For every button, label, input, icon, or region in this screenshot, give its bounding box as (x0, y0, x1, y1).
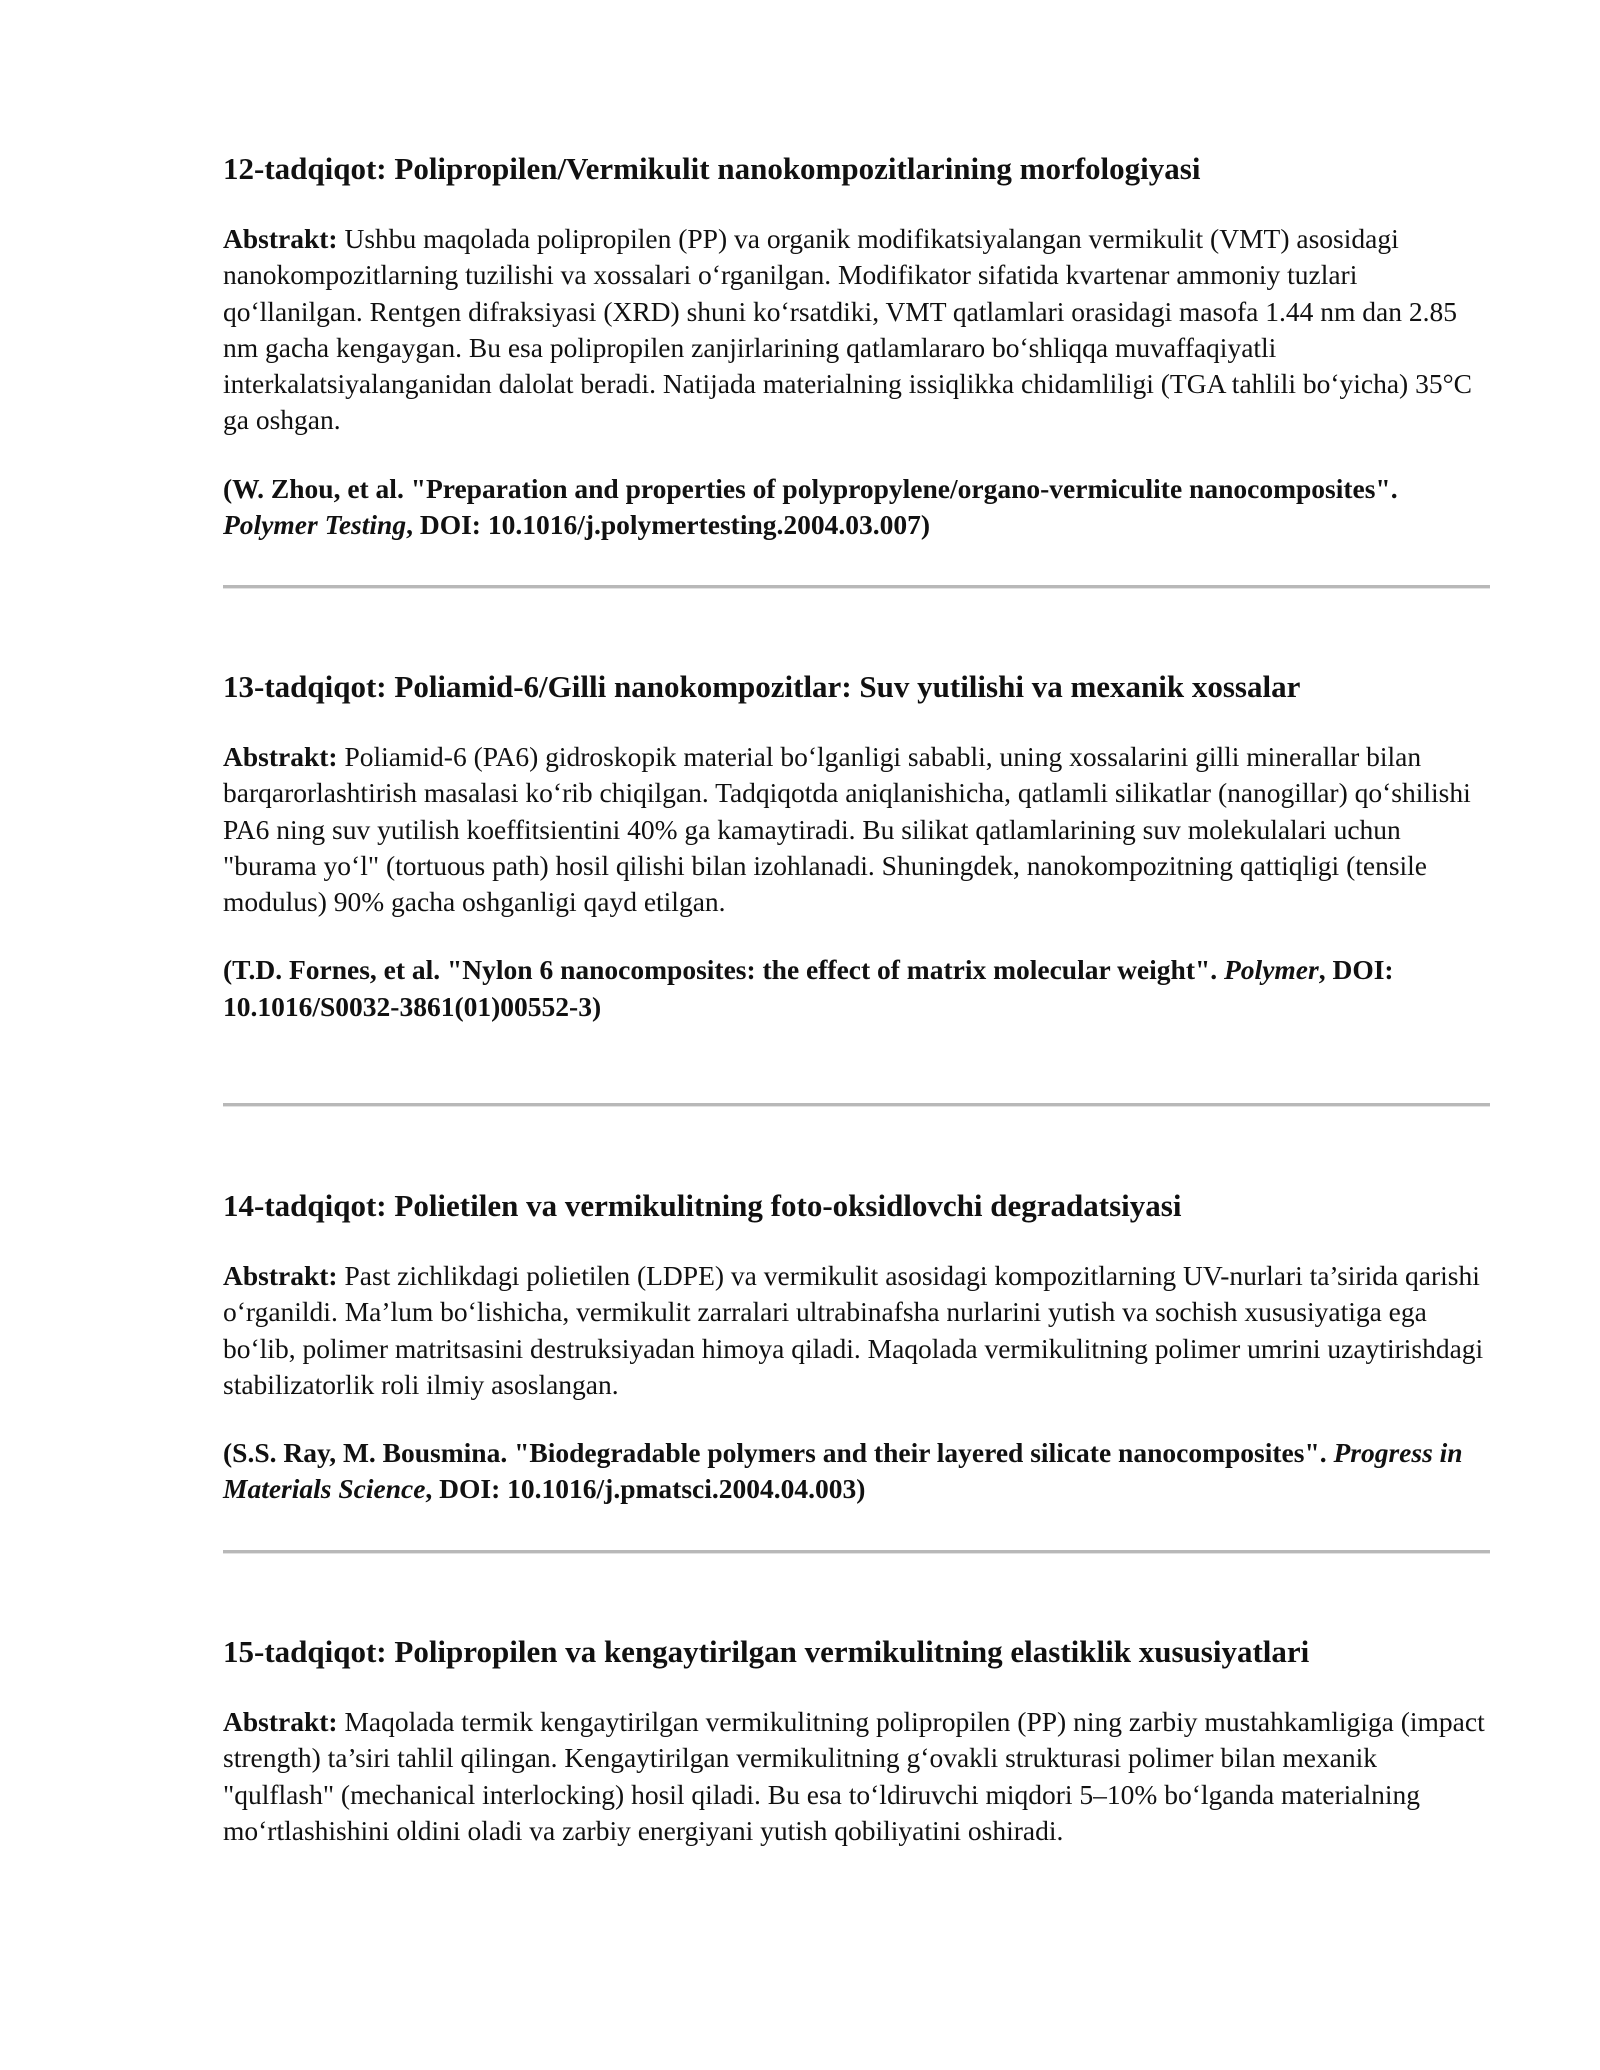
citation (223, 1435, 1490, 1508)
abstract-text: Past zichlikdagi polietilen (LDPE) va vermikulit asosidagi kompozitlarning UV-nurlari ta’sirida qarishi o‘rganildi. Ma’lum bo‘lishicha, vermikulit zarralari ultrabinafsha nurlarini yutish va sochish xususiyatiga ega bo‘lib, polimer matritsasini destruksiyadan himoya qiladi. Maqolada vermikulitning polimer umrini uzaytirishdagi stabilizatorlik roli ilmiy asoslangan. (223, 1260, 1484, 1400)
citation (223, 471, 1490, 544)
study-14 (223, 1186, 1490, 1508)
abstract-paragraph (223, 739, 1490, 920)
abstract-paragraph (223, 1258, 1490, 1403)
citation-doi: , DOI: 10.1016/j.polymertesting.2004.03.007) (406, 509, 931, 541)
abstract-label: Abstrakt: (223, 741, 338, 772)
abstract-label: Abstrakt: (223, 1260, 338, 1291)
abstract-label: Abstrakt: (223, 223, 338, 254)
study-title: 13-tadqiqot: Poliamid-6/Gilli nanokompozitlar: Suv yutilishi va mexanik xossalar (223, 669, 1301, 704)
citation-authors-title: (W. Zhou, et al. "Preparation and properties of polypropylene/organo-vermiculite nanocomposites". (223, 472, 1398, 504)
abstract-text: Poliamid-6 (PA6) gidroskopik material bo‘lganligi sababli, uning xossalarini gilli minerallar bilan barqarorlashtirish masalasi ko‘rib chiqilgan. Tadqiqotda aniqlanishicha, qatlamli silikatlar (nanogillar) qo‘shilishi PA6 ning suv yutilish koeffitsientini 40% ga kamaytiradi. Bu silikat qatlamlarining suv molekulalari uchun "burama yo‘l" (tortuous path) hosil qilishi bilan izohlanadi. Shuningdek, nanokompozitning qattiqligi (tensile modulus) 90% gacha oshganligi qayd etilgan. (223, 741, 1471, 918)
abstract-text: Ushbu maqolada polipropilen (PP) va organik modifikatsiyalangan vermikulit (VMT) asosidagi nanokompozitlarning tuzilishi va xossalari o‘rganilgan. Modifikator sifatida kvartenar ammoniy tuzlari qo‘llanilgan. Rentgen difraksiyasi (XRD) shuni ko‘rsatdiki, VMT qatlamlari orasidagi masofa 1.44 nm dan 2.85 nm gacha kengaygan. Bu esa polipropilen zanjirlarining qatlamlararo bo‘shliqqa muvaffaqiyatli interkalatsiyalanganidan dalolat beradi. Natijada materialning issiqlikka chidamliligi (TGA tahlili bo‘yicha) 35°C ga oshgan. (223, 223, 1472, 436)
citation-journal: Polymer Testing (223, 509, 407, 541)
section-divider (223, 1550, 1490, 1554)
abstract-label: Abstrakt: (223, 1706, 338, 1737)
study-12 (223, 149, 1490, 543)
citation-journal: Polymer (1224, 954, 1319, 986)
citation-doi: , DOI: 10.1016/S0032-3861(01)00552-3) (223, 954, 1394, 1022)
study-title: 12-tadqiqot: Polipropilen/Vermikulit nanokompozitlarining morfologiyasi (223, 151, 1201, 186)
citation-journal: Progress in Materials Science (223, 1437, 1463, 1505)
abstract-paragraph (223, 221, 1490, 439)
section-divider (223, 585, 1490, 589)
study-title: 15-tadqiqot: Polipropilen va kengaytirilgan vermikulitning elastiklik xususiyatlari (223, 1634, 1310, 1669)
citation (223, 952, 1490, 1025)
abstract-paragraph (223, 1704, 1490, 1849)
study-13 (223, 667, 1490, 1025)
section-divider (223, 1103, 1490, 1107)
citation-authors-title: (T.D. Fornes, et al. "Nylon 6 nanocomposites: the effect of matrix molecular weight". (223, 954, 1224, 986)
abstract-text: Maqolada termik kengaytirilgan vermikulitning polipropilen (PP) ning zarbiy mustahkamligiga (impact strength) ta’siri tahlil qilingan. Kengaytirilgan vermikulitning g‘ovakli strukturasi polimer bilan mexanik "qulflash" (mechanical interlocking) hosil qiladi. Bu esa to‘ldiruvchi miqdori 5–10% bo‘lganda materialning mo‘rtlashishini oldini oladi va zarbiy energiyani yutish qobiliyatini oshiradi. (223, 1706, 1485, 1846)
study-title: 14-tadqiqot: Polietilen va vermikulitning foto-oksidlovchi degradatsiyasi (223, 1188, 1182, 1223)
citation-authors-title: (S.S. Ray, M. Bousmina. "Biodegradable polymers and their layered silicate nanocomposites". (223, 1437, 1334, 1469)
study-15 (223, 1632, 1490, 1849)
citation-doi: , DOI: 10.1016/j.pmatsci.2004.04.003) (425, 1473, 866, 1505)
